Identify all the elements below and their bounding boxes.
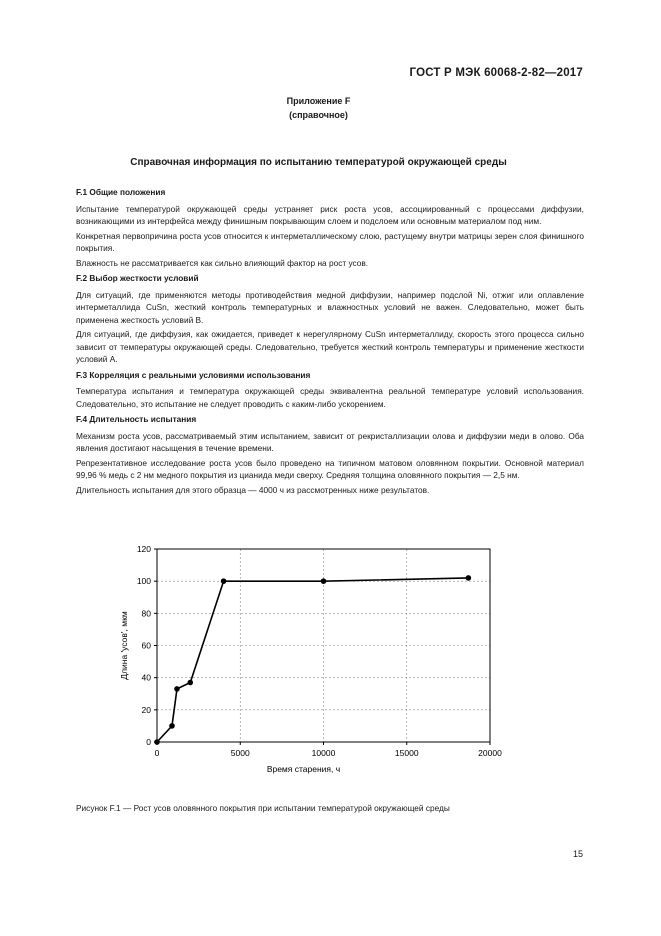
paragraph: Испытание температурой окружающей среды устраняет риск роста усов, ассоциированный с процессами диффузии, возникающими из интерфейса между финишным покрывающим слоем и подслоем или основным материалом под ним. bbox=[76, 203, 584, 226]
paragraph: Длительность испытания для этого образца — 4000 ч из рассмотренных ниже результатов. bbox=[76, 484, 430, 495]
x-tick-label: 15000 bbox=[394, 748, 419, 758]
x-axis-label: Время старения, ч bbox=[266, 764, 341, 774]
data-point bbox=[466, 575, 472, 581]
y-axis-label: Длина 'усов', мкм bbox=[119, 611, 129, 680]
x-tick-label: 5000 bbox=[230, 748, 250, 758]
paragraph: Конкретная первопричина роста усов относится к интерметаллическому слою, растущему внутри матрицы зерен слоя финишного покрытия. bbox=[76, 230, 584, 253]
data-point bbox=[221, 578, 227, 584]
whisker-growth-chart bbox=[110, 540, 520, 780]
paragraph: Репрезентативное исследование роста усов было проведено на типичном матовом оловянном покрытии. Основной материал 99,96 % медь с 2 нм медного покрытия из цианида меди сверху. Средняя толщина оловянного покрытия — 2,5 нм. bbox=[76, 457, 584, 480]
paragraph: Для ситуаций, где диффузия, как ожидается, приведет к нерегулярному CuSn интерметаллиду, скорость этого процесса сильно зависит от температуры окружающей среды. Следовательно, требуется жесткий контроль температуры и применение жесткости условий A. bbox=[76, 329, 584, 364]
x-tick-label: 20000 bbox=[478, 748, 502, 758]
annex-title: Приложение F bbox=[286, 96, 351, 106]
data-point bbox=[174, 686, 180, 692]
x-tick-label: 10000 bbox=[311, 748, 336, 758]
document-title: Справочная информация по испытанию температурой окружающей среды bbox=[130, 157, 507, 168]
series-line bbox=[157, 578, 468, 742]
paragraph: Влажность не рассматривается как сильно влияющий фактор на рост усов. bbox=[76, 257, 369, 268]
y-tick-label: 40 bbox=[141, 672, 151, 683]
y-tick-label: 120 bbox=[136, 544, 151, 554]
section-heading: F.2 Выбор жесткости условий bbox=[76, 273, 199, 283]
data-point bbox=[321, 578, 327, 584]
section-heading: F.3 Корреляция с реальными условиями использования bbox=[76, 369, 311, 380]
paragraph: Для ситуаций, где применяются методы противодействия медной диффузии, например подслой Ni, отжиг или оплавление интерметаллида CuSn, жесткий контроль температурных и влажностных условий не важен. Следовательно, может быть применена жесткость условий B. bbox=[76, 289, 584, 325]
section-heading: F.1 Общие положения bbox=[76, 187, 166, 197]
data-point bbox=[169, 723, 175, 729]
standard-id: ГОСТ Р МЭК 60068-2-82—2017 bbox=[409, 67, 583, 79]
y-tick-label: 20 bbox=[141, 704, 151, 715]
annex-heading bbox=[0, 94, 637, 122]
x-tick-label: 0 bbox=[154, 748, 160, 758]
section-heading: F.4 Длительность испытания bbox=[76, 414, 197, 424]
paragraph: Температура испытания и температура окружающей среды эквивалентна реальной температуре условий использования. Следовательно, это испытание не следует проводить с каким-либо ускорением. bbox=[76, 386, 584, 409]
data-point bbox=[188, 680, 194, 686]
annex-subtitle: (справочное) bbox=[289, 110, 348, 120]
page-number: 15 bbox=[572, 849, 583, 859]
y-tick-label: 60 bbox=[141, 640, 151, 651]
y-tick-label: 80 bbox=[141, 608, 151, 619]
figure-caption: Рисунок F.1 — Рост усов оловянного покрытия при испытании температурой окружающей среды bbox=[76, 803, 450, 813]
body-text bbox=[76, 186, 584, 496]
y-tick-label: 0 bbox=[146, 737, 151, 747]
y-tick-label: 100 bbox=[136, 576, 151, 587]
data-point bbox=[154, 739, 160, 745]
paragraph: Механизм роста усов, рассматриваемый этим испытанием, зависит от рекристаллизации олова и диффузии меди в олово. Оба явления достигают насыщения в течение времени. bbox=[76, 430, 584, 453]
